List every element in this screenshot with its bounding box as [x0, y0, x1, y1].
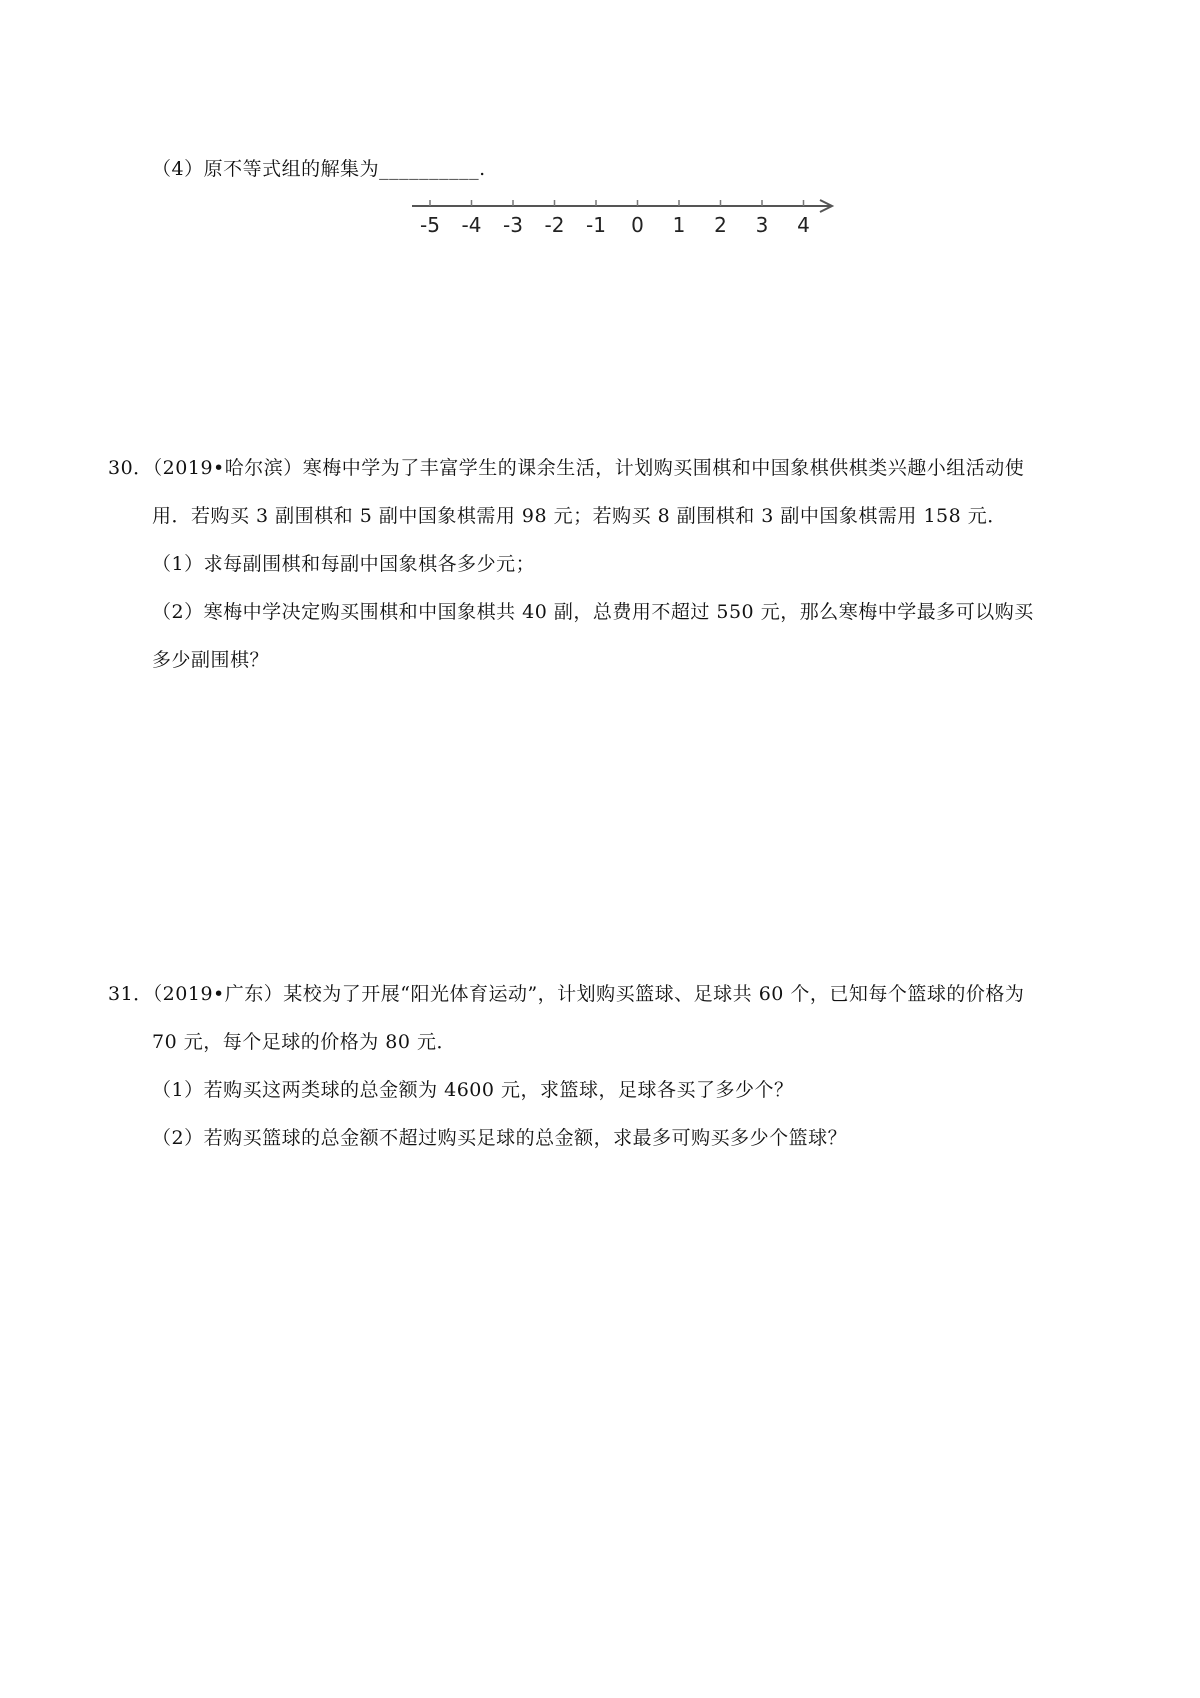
q30-part2-line2: 多少副围棋？ [152, 649, 270, 671]
q31-part1: （1）若购买这两类球的总金额为 4600 元，求篮球，足球各买了多少个？ [152, 1079, 794, 1101]
q29-part4: （4）原不等式组的解集为__________. [152, 158, 486, 180]
number-line-tick-label: 4 [797, 213, 810, 237]
q30-part1: （1）求每副围棋和每副中国象棋各多少元； [152, 553, 536, 575]
number-line-tick-label: -2 [544, 213, 565, 237]
q31-line2: 70 元，每个足球的价格为 80 元． [152, 1031, 456, 1053]
q30-line2: 用．若购买 3 副围棋和 5 副中国象棋需用 98 元；若购买 8 副围棋和 3 副中国象棋需用 158 元． [152, 505, 1007, 527]
number-line-tick-label: -4 [461, 213, 482, 237]
number-line-tick-label: 0 [631, 213, 644, 237]
number-line-figure [404, 192, 844, 248]
number-line-tick-label: 2 [714, 213, 727, 237]
q30-part2-line1: （2）寒梅中学决定购买围棋和中国象棋共 40 副，总费用不超过 550 元，那么寒梅中学最多可以购买 [152, 601, 1034, 623]
number-line-tick-label: -5 [420, 213, 440, 237]
number-line-tick-label: 1 [672, 213, 686, 237]
q31-part2: （2）若购买篮球的总金额不超过购买足球的总金额，求最多可购买多少个篮球？ [152, 1127, 848, 1149]
number-line-svg [404, 192, 844, 248]
number-line-tick-label: 3 [755, 213, 769, 237]
number-line-tick-label: -1 [586, 213, 606, 237]
number-line-tick-label: -3 [503, 213, 523, 237]
q31-line1: 31．（2019•广东）某校为了开展“阳光体育运动”，计划购买篮球、足球共 60 个，已知每个篮球的价格为 [108, 983, 1025, 1005]
q30-line1: 30．（2019•哈尔滨）寒梅中学为了丰富学生的课余生活，计划购买围棋和中国象棋供棋类兴趣小组活动使 [108, 457, 1025, 479]
